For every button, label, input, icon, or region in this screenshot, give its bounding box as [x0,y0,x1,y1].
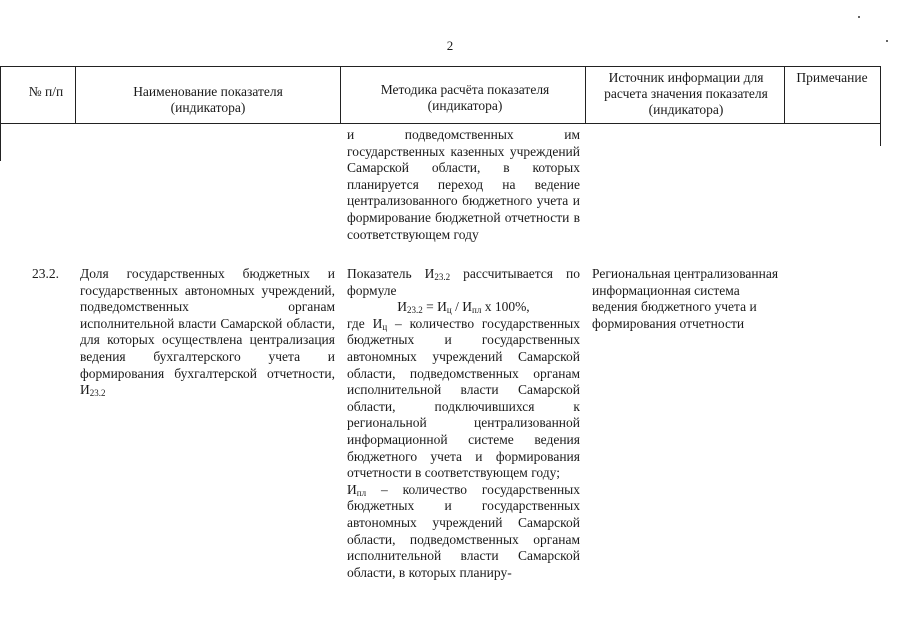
scan-speck [886,40,888,42]
method-continuation: и подведомственных им государственных казенных учреждений Самарской области, в которых планируется переход на ведение централизованного бюджетного учета и формирование бюджетной отчетности в соответствующем году [347,127,580,242]
page-number: 2 [446,38,454,53]
header-calculation-method: Методика расчёта показателя (индикатора) [380,82,550,113]
formula-explanation-ipl: $И_{пл}$ – количество государственных бюджетных и государственных автономных учреждений Самарской области, подведомственных органам исполнительной власти Самарской области, в которых планиру- [347,481,580,580]
method-intro: Показатель $И_{23.2}$ рассчитывается по формуле [347,266,580,298]
calculation-method [347,266,580,581]
header-information-source: Источник информации для расчета значения показателя (индикатора) [604,70,768,117]
scan-speck [858,16,860,18]
header-note: Примечание [796,70,868,85]
information-source: Региональная централизованная информационная система ведения бюджетного учета и формирования отчетности [592,266,779,331]
row-number: 23.2. [32,266,59,281]
header-number: № п/п [28,84,64,99]
indicator-name: Доля государственных бюджетных и государственных автономных учреждений, подведомственных органам исполнительной власти Самарской области, для которых осуществлена централизация ведения бухгалтерского учета и формирования бухгалтерской отчетности, $И_{23.2}$ [80,266,335,399]
formula: $И_{23.2} = И_ц / И_{пл}$ х 100%, [397,299,530,316]
formula-explanation-ic: где $И_ц$ – количество государственных бюджетных и государственных автономных учреждений Самарской области, подведомственных органам исполнительной власти Самарской области, подключившихся к региональной централизованной информационной системе ведения бюджетного учета и формирования отчетности в соответствующем году; [347,315,580,481]
header-indicator-name: Наименование показателя (индикатора) [133,84,283,115]
